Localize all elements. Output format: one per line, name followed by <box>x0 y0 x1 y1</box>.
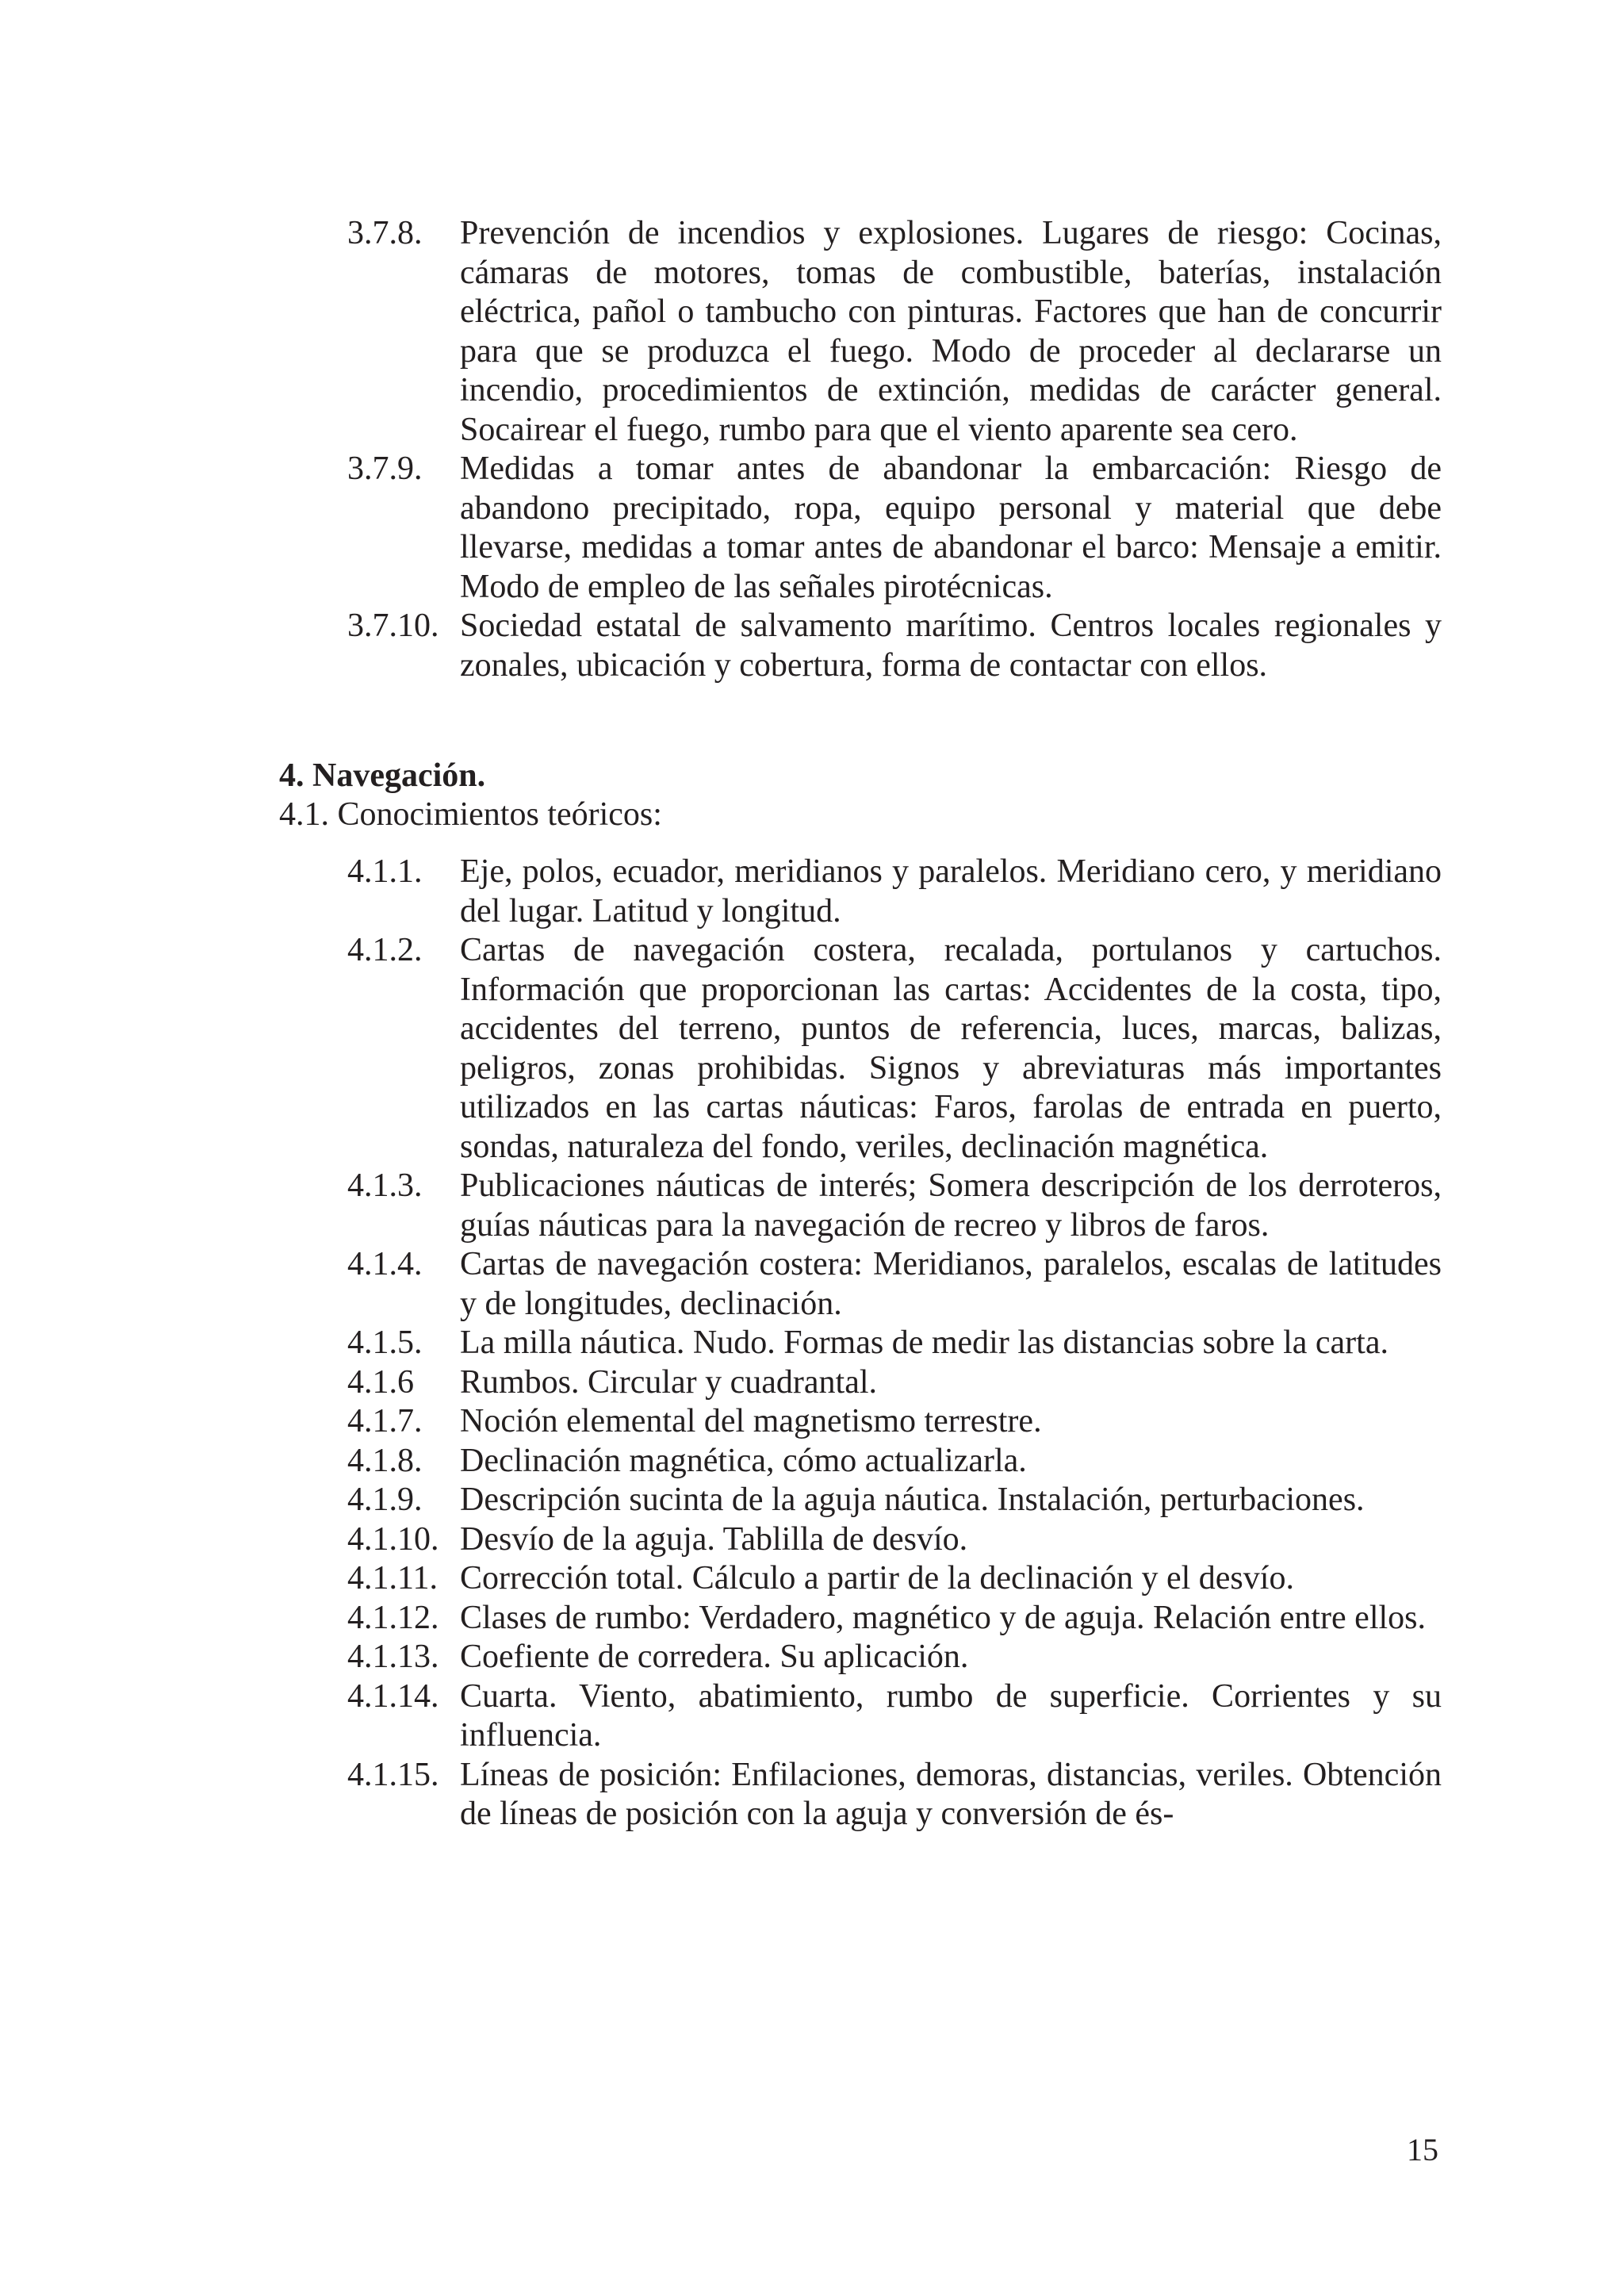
item-number: 4.1.7. <box>347 1403 423 1439</box>
list-item <box>279 853 1442 931</box>
item-text: Líneas de posición: Enfilaciones, demoras, distancias, veriles. Obtención de líneas de posición con la aguja y conversión de és- <box>460 1756 1442 1832</box>
item-number: 4.1.4. <box>347 1246 423 1282</box>
item-number: 4.1.15. <box>347 1756 439 1793</box>
item-text: Desvío de la aguja. Tablilla de desvío. <box>460 1520 968 1558</box>
item-number: 4.1.10. <box>347 1520 439 1558</box>
item-text: Descripción sucinta de la aguja náutica. Instalación, perturbaciones. <box>460 1481 1365 1518</box>
item-number: 4.1.12. <box>347 1599 439 1636</box>
page-number: 15 <box>1407 2132 1438 2168</box>
item-number: 4.1.5. <box>347 1324 423 1361</box>
item-text: Eje, polos, ecuador, meridianos y paralelos. Meridiano cero, y meridiano del lugar. Latitud y longitud. <box>460 853 1442 930</box>
list-item <box>279 1677 1442 1756</box>
item-number: 4.1.13. <box>347 1639 439 1675</box>
item-number: 4.1.9. <box>347 1481 423 1518</box>
list-item <box>279 450 1442 607</box>
item-text: Sociedad estatal de salvamento marítimo. Centros locales regionales y zonales, ubicación y cobertura, forma de contactar con ellos. <box>460 608 1442 684</box>
list-item <box>279 1363 1442 1403</box>
item-number: 4.1.8. <box>347 1442 423 1479</box>
item-text: Corrección total. Cálculo a partir de la declinación y el desvío. <box>460 1560 1294 1596</box>
item-text: Medidas a tomar antes de abandonar la embarcación: Riesgo de abandono precipitado, ropa, equipo personal y material que debe llevarse, medidas a tomar antes de abandonar el barco: Mensaje a emitir. Modo de empleo de las señales pirotécnicas. <box>460 450 1442 605</box>
section-4-1-list <box>279 853 1442 1834</box>
item-number: 4.1.1. <box>347 853 423 890</box>
list-item <box>279 1402 1442 1442</box>
item-text: Cuarta. Viento, abatimiento, rumbo de superficie. Corrientes y su influencia. <box>460 1677 1442 1754</box>
list-item <box>279 1442 1442 1481</box>
list-item <box>279 1638 1442 1677</box>
list-item <box>279 1559 1442 1599</box>
item-number: 3.7.8. <box>347 215 423 251</box>
list-item <box>279 1167 1442 1245</box>
list-item <box>279 1324 1442 1363</box>
item-text: Noción elemental del magnetismo terrestre. <box>460 1403 1042 1439</box>
list-item <box>279 1481 1442 1520</box>
section-3-7-list <box>279 214 1442 685</box>
item-text: Clases de rumbo: Verdadero, magnético y de aguja. Relación entre ellos. <box>460 1599 1426 1636</box>
item-number: 4.1.14. <box>347 1677 439 1715</box>
list-item <box>279 214 1442 450</box>
item-text: Coefiente de corredera. Su aplicación. <box>460 1639 969 1675</box>
item-number: 4.1.3. <box>347 1167 423 1204</box>
item-text: Cartas de navegación costera, recalada, portulanos y cartuchos. Información que proporcionan las cartas: Accidentes de la costa, tipo, accidentes del terreno, puntos de referencia, luces, marcas, balizas, peligros, zonas prohibidas. Signos y abreviaturas más importantes utilizados en las cartas náuticas: Faros, farolas de entrada en puerto, sondas, naturaleza del fondo, veriles, declinación magnética. <box>460 932 1442 1165</box>
item-number: 4.1.6 <box>347 1363 414 1401</box>
item-text: Cartas de navegación costera: Meridianos, paralelos, escalas de latitudes y de longitudes, declinación. <box>460 1246 1442 1322</box>
item-text: Prevención de incendios y explosiones. Lugares de riesgo: Cocinas, cámaras de motores, tomas de combustible, baterías, instalación eléctrica, pañol o tambucho con pinturas. Factores que han de concurrir para que se produzca el fuego. Modo de proceder al declararse un incendio, procedimientos de extinción, medidas de carácter general. Socairear el fuego, rumbo para que el viento aparente sea cero. <box>460 215 1442 448</box>
subsection-heading: 4.1. Conocimientos teóricos: <box>279 796 662 833</box>
list-item <box>279 931 1442 1167</box>
list-item <box>279 1756 1442 1834</box>
list-item <box>279 1520 1442 1560</box>
item-number: 3.7.10. <box>347 608 439 644</box>
list-item <box>279 1599 1442 1639</box>
item-number: 3.7.9. <box>347 450 423 487</box>
item-text: Rumbos. Circular y cuadrantal. <box>460 1363 878 1401</box>
item-text: Publicaciones náuticas de interés; Somera descripción de los derroteros, guías náuticas para la navegación de recreo y libros de faros. <box>460 1167 1442 1244</box>
item-text: La milla náutica. Nudo. Formas de medir las distancias sobre la carta. <box>460 1324 1388 1361</box>
item-number: 4.1.2. <box>347 932 423 968</box>
item-number: 4.1.11. <box>347 1560 438 1596</box>
list-item <box>279 607 1442 685</box>
section-heading: 4. Navegación. <box>279 757 486 794</box>
list-item <box>279 1245 1442 1324</box>
item-text: Declinación magnética, cómo actualizarla. <box>460 1442 1027 1479</box>
